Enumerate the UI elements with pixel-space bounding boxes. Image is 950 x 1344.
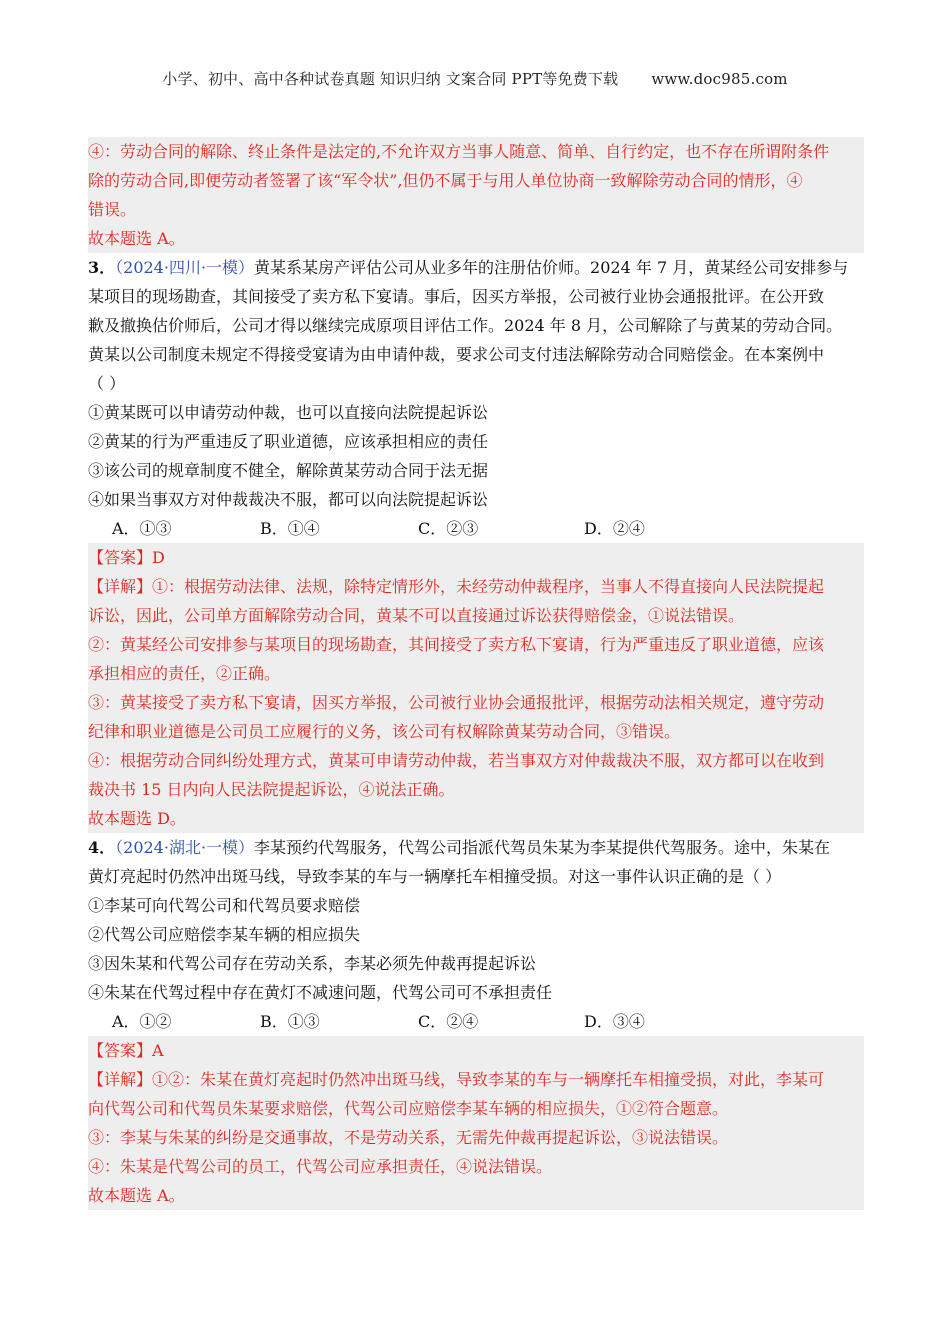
question-stem-line [88,833,864,862]
explanation-line: 错误。 [88,200,137,219]
question-source: （2024·四川·一模） [115,258,255,277]
document-body [88,137,864,1210]
answer-block [88,543,864,833]
question-source: （2024·湖北·一模） [115,838,255,857]
explanation-line: ④：劳动合同的解除、终止条件是法定的,不允许双方当事人随意、简单、自行约定，也不存在所谓附条件 [88,142,830,161]
question-text: 黄某系某房产评估公司从业多年的注册估价师。2024 年 7 月，黄某经公司安排参与 [254,258,849,277]
question-text: 李某预约代驾服务，代驾公司指派代驾员朱某为李某提供代驾服务。途中，朱某在 [254,838,831,857]
detail-label: 【详解】 [88,577,153,596]
statement: ④如果当事双方对仲裁裁决不服，都可以向法院提起诉讼 [88,490,489,509]
answer-line: 【答案】D [88,548,165,567]
statement: ②代驾公司应赔偿李某车辆的相应损失 [88,925,361,944]
question-number: 3． [88,258,116,277]
option-a[interactable]: A．①③ [112,519,172,538]
statement: ④朱某在代驾过程中存在黄灯不减速问题，代驾公司可不承担责任 [88,983,553,1002]
question-stem-line: 黄某以公司制度未规定不得接受宴请为由申请仲裁，要求公司支付违法解除劳动合同赔偿金。在本案例中 [88,345,825,364]
detail-line [88,572,864,601]
option-c[interactable]: C．②③ [418,519,479,538]
question-4 [88,833,864,1210]
question-3 [88,253,864,833]
answer-block [88,1036,864,1210]
question-stem-line: 某项目的现场勘查，其间接受了卖方私下宴请。事后，因买方举报，公司被行业协会通报批评。在公开致 [88,287,825,306]
detail-line: 向代驾公司和代驾员朱某要求赔偿，代驾公司应赔偿李某车辆的相应损失，①②符合题意。 [88,1099,729,1118]
answer-line: 【答案】A [88,1041,164,1060]
conclusion-line: 故本题选 D。 [88,809,186,828]
detail-text: ①：根据劳动法律、法规，除特定情形外，未经劳动仲裁程序，当事人不得直接向人民法院提起 [152,577,825,596]
conclusion-line: 故本题选 A。 [88,229,185,248]
detail-line: 裁决书 15 日内向人民法院提起诉讼，④说法正确。 [88,780,455,799]
question-stem-line [88,253,864,282]
header-url[interactable]: www.doc985.com [651,70,788,88]
statement: ②黄某的行为严重违反了职业道德，应该承担相应的责任 [88,432,489,451]
explanation-line: 除的劳动合同,即便劳动者签署了该“军令状”,但仍不属于与用人单位协商一致解除劳动合同的情形，④ [88,171,803,190]
detail-line: 诉讼，因此，公司单方面解除劳动合同，黄某不可以直接通过诉讼获得赔偿金，①说法错误。 [88,606,745,625]
question-number: 4． [88,838,116,857]
option-b[interactable]: B．①③ [260,1012,320,1031]
statement: ③因朱某和代驾公司存在劳动关系，李某必须先仲裁再提起诉讼 [88,954,537,973]
detail-line: ③：黄某接受了卖方私下宴请，因买方举报，公司被行业协会通报批评，根据劳动法相关规定，遵守劳动 [88,693,825,712]
detail-line: ②：黄某经公司安排参与某项目的现场勘查，其间接受了卖方私下宴请，行为严重违反了职业道德，应该 [88,635,825,654]
detail-text: ①②：朱某在黄灯亮起时仍然冲出斑马线，导致李某的车与一辆摩托车相撞受损，对此，李某可 [152,1070,825,1089]
option-c[interactable]: C．②④ [418,1012,479,1031]
answer-blank: （ ） [88,374,126,393]
detail-label: 【详解】 [88,1070,153,1089]
question-stem-line: 歉及撤换估价师后，公司才得以继续完成原项目评估工作。2024 年 8 月，公司解除了与黄某的劳动合同。 [88,316,843,335]
option-a[interactable]: A．①② [112,1012,172,1031]
detail-line: 纪律和职业道德是公司员工应履行的义务，该公司有权解除黄某劳动合同，③错误。 [88,722,681,741]
option-d[interactable]: D．②④ [584,519,645,538]
detail-line: ③：李某与朱某的纠纷是交通事故，不是劳动关系，无需先仲裁再提起诉讼，③说法错误。 [88,1128,729,1147]
option-b[interactable]: B．①④ [260,519,320,538]
question-stem-line: 黄灯亮起时仍然冲出斑马线，导致李某的车与一辆摩托车相撞受损。对这一事件认识正确的是（ ） [88,867,782,886]
statement: ③该公司的规章制度不健全，解除黄某劳动合同于法无据 [88,461,489,480]
detail-line: ④：朱某是代驾公司的员工，代驾公司应承担责任，④说法错误。 [88,1157,553,1176]
conclusion-line: 故本题选 A。 [88,1186,185,1205]
detail-line [88,1065,864,1094]
prev-explanation-block [88,137,864,253]
option-d[interactable]: D．③④ [584,1012,645,1031]
page-header [0,68,950,89]
detail-line: 承担相应的责任，②正确。 [88,664,281,683]
statement: ①黄某既可以申请劳动仲裁，也可以直接向法院提起诉讼 [88,403,489,422]
statement: ①李某可向代驾公司和代驾员要求赔偿 [88,896,361,915]
option-row [88,514,864,543]
header-text: 小学、初中、高中各种试卷真题 知识归纳 文案合同 PPT等免费下载 [162,70,619,88]
detail-line: ④：根据劳动合同纠纷处理方式，黄某可申请劳动仲裁，若当事双方对仲裁裁决不服，双方都可以在收到 [88,751,825,770]
option-row [88,1007,864,1036]
